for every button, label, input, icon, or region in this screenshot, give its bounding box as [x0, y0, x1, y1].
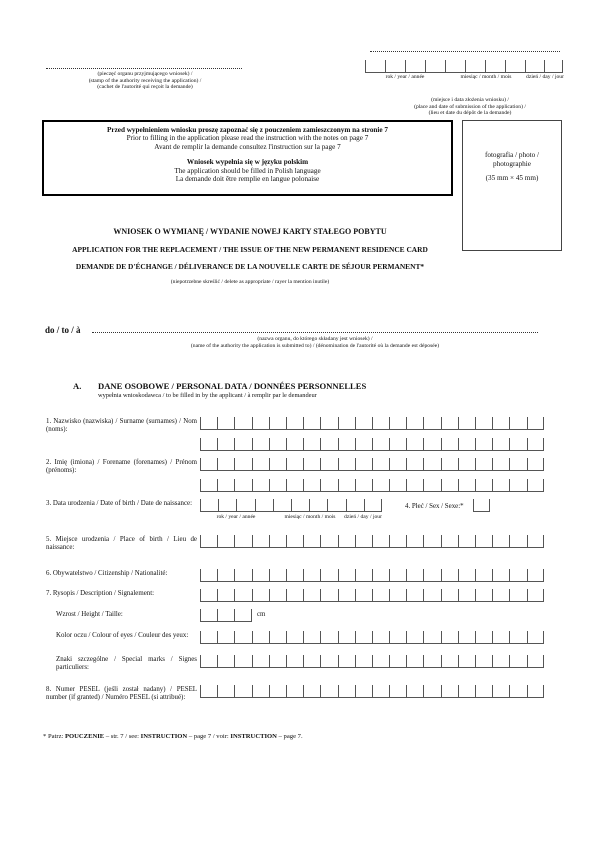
char-cell[interactable] [338, 458, 355, 471]
char-cell[interactable] [303, 417, 320, 430]
char-cell[interactable] [303, 631, 320, 644]
char-cell[interactable] [509, 569, 526, 582]
char-cell[interactable] [303, 685, 320, 698]
char-cell[interactable] [286, 479, 303, 492]
char-cell[interactable] [475, 438, 492, 451]
char-cell[interactable] [338, 631, 355, 644]
char-cell[interactable] [441, 631, 458, 644]
char-cell[interactable] [217, 535, 234, 548]
char-cell[interactable] [252, 589, 269, 602]
char-cell[interactable] [200, 589, 217, 602]
char-cell[interactable] [389, 655, 406, 668]
instruction-notice [42, 120, 453, 196]
char-cell[interactable] [423, 655, 440, 668]
title-en: APPLICATION FOR THE REPLACEMENT / THE ISSUE OF THE NEW PERMANENT RESIDENCE CARD [72, 245, 428, 254]
notice-en: Prior to filling in the application please read the instruction with the notes on page 7 [126, 134, 369, 143]
eye-colour-label: Kolor oczu / Colour of eyes / Couleur des yeux: [56, 632, 189, 639]
char-cell[interactable] [217, 685, 234, 698]
footnote-text: – str. 7 / see: [104, 733, 141, 740]
char-cell[interactable] [217, 655, 234, 668]
section-title: DANE OSOBOWE / PERSONAL DATA / DONNÉES PERSONNELLES [98, 381, 367, 391]
char-cell[interactable] [252, 685, 269, 698]
date-label-month: miesiąc / month / mois [460, 74, 512, 80]
char-cell[interactable] [320, 655, 337, 668]
char-cell[interactable] [269, 438, 286, 451]
char-cell[interactable] [355, 535, 372, 548]
char-cell[interactable] [372, 655, 389, 668]
char-cell[interactable] [320, 589, 337, 602]
char-cell[interactable] [234, 417, 251, 430]
char-cell[interactable] [217, 609, 234, 622]
char-cell[interactable] [320, 479, 337, 492]
char-cell[interactable] [291, 499, 309, 512]
char-cell[interactable] [527, 685, 544, 698]
date-cell[interactable] [505, 60, 525, 73]
char-cell[interactable] [200, 609, 217, 622]
char-cell[interactable] [286, 438, 303, 451]
char-cell[interactable] [286, 685, 303, 698]
char-cell[interactable] [234, 458, 251, 471]
forename-comb-2[interactable] [200, 479, 544, 492]
char-cell[interactable] [458, 438, 475, 451]
char-cell[interactable] [458, 589, 475, 602]
char-cell[interactable] [355, 569, 372, 582]
char-cell[interactable] [286, 631, 303, 644]
char-cell[interactable] [303, 438, 320, 451]
char-cell[interactable] [234, 589, 251, 602]
pob-comb[interactable] [200, 535, 544, 548]
footnote-prefix: * Patrz: [43, 733, 65, 740]
date-cell[interactable] [544, 60, 563, 73]
special-marks-label: Znaki szczególne / Special marks / Signes particuliers: [56, 656, 197, 672]
char-cell[interactable] [200, 479, 217, 492]
date-cell[interactable] [445, 60, 465, 73]
pesel-comb[interactable] [200, 685, 544, 698]
char-cell[interactable] [527, 589, 544, 602]
char-cell[interactable] [355, 479, 372, 492]
surname-comb-1[interactable] [200, 417, 544, 430]
char-cell[interactable] [441, 535, 458, 548]
char-cell[interactable] [492, 458, 509, 471]
date-label-year: rok / year / année [385, 74, 425, 80]
date-cell[interactable] [525, 60, 544, 73]
char-cell[interactable] [372, 417, 389, 430]
title-fr: DEMANDE DE D'ÉCHANGE / DÉLIVERANCE DE LA NOUVELLE CARTE DE SÉJOUR PERMANENT* [75, 262, 425, 271]
char-cell[interactable] [492, 569, 509, 582]
char-cell[interactable] [509, 589, 526, 602]
char-cell[interactable] [458, 685, 475, 698]
char-cell[interactable] [423, 589, 440, 602]
char-cell[interactable] [372, 631, 389, 644]
date-cell[interactable] [425, 60, 445, 73]
sex-label: 4. Płeć / Sex / Sexe:* [405, 503, 464, 510]
char-cell[interactable] [309, 499, 327, 512]
char-cell[interactable] [492, 479, 509, 492]
char-cell[interactable] [200, 569, 217, 582]
char-cell[interactable] [252, 631, 269, 644]
char-cell[interactable] [364, 499, 382, 512]
char-cell[interactable] [234, 479, 251, 492]
char-cell[interactable] [458, 631, 475, 644]
char-cell[interactable] [255, 499, 273, 512]
char-cell[interactable] [234, 569, 251, 582]
char-cell[interactable] [475, 631, 492, 644]
place-date-caption [380, 97, 560, 117]
char-cell[interactable] [527, 458, 544, 471]
char-cell[interactable] [389, 479, 406, 492]
char-cell[interactable] [200, 631, 217, 644]
char-cell[interactable] [355, 438, 372, 451]
char-cell[interactable] [492, 535, 509, 548]
char-cell[interactable] [234, 438, 251, 451]
char-cell[interactable] [441, 589, 458, 602]
char-cell[interactable] [200, 535, 217, 548]
language-notice-pl: Wniosek wypełnia się w języku polskim [186, 158, 309, 167]
char-cell[interactable] [286, 417, 303, 430]
char-cell[interactable] [458, 479, 475, 492]
char-cell[interactable] [492, 631, 509, 644]
char-cell[interactable] [269, 479, 286, 492]
char-cell[interactable] [269, 589, 286, 602]
char-cell[interactable] [355, 685, 372, 698]
char-cell[interactable] [303, 589, 320, 602]
date-cell[interactable] [465, 60, 485, 73]
footnote-ref: INSTRUCTION [140, 733, 188, 740]
citizenship-label: 6. Obywatelstwo / Citizenship / Nationalité: [46, 570, 168, 577]
char-cell[interactable] [372, 535, 389, 548]
title-pl: WNIOSEK O WYMIANĘ / WYDANIE NOWEJ KARTY STAŁEGO POBYTU [113, 227, 387, 236]
char-cell[interactable] [252, 438, 269, 451]
char-cell[interactable] [338, 655, 355, 668]
char-cell[interactable] [303, 655, 320, 668]
char-cell[interactable] [355, 589, 372, 602]
char-cell[interactable] [406, 655, 423, 668]
char-cell[interactable] [269, 458, 286, 471]
height-comb[interactable] [200, 609, 252, 622]
caption-line: (cachet de l'autorité qui reçoit la demande) [97, 84, 193, 91]
char-cell[interactable] [492, 589, 509, 602]
char-cell[interactable] [458, 569, 475, 582]
char-cell[interactable] [303, 535, 320, 548]
date-cell[interactable] [485, 60, 505, 73]
char-cell[interactable] [389, 438, 406, 451]
char-cell[interactable] [269, 535, 286, 548]
footnote-text: – page 7. [276, 733, 303, 740]
char-cell[interactable] [269, 417, 286, 430]
char-cell[interactable] [372, 479, 389, 492]
caption-line: (lieu et date du dépôt de la demande) [428, 110, 512, 117]
photo-size: (35 mm × 45 mm) [485, 174, 539, 183]
char-cell[interactable] [217, 589, 234, 602]
char-cell[interactable] [372, 569, 389, 582]
char-cell[interactable] [475, 479, 492, 492]
special-marks-comb[interactable] [200, 655, 544, 668]
addressee-line[interactable] [92, 332, 538, 333]
char-cell[interactable] [423, 535, 440, 548]
char-cell[interactable] [355, 417, 372, 430]
dob-day-label: dzień / day / jour [344, 514, 382, 520]
char-cell[interactable] [286, 535, 303, 548]
char-cell[interactable] [389, 589, 406, 602]
dob-comb[interactable] [200, 499, 382, 512]
char-cell[interactable] [509, 655, 526, 668]
char-cell[interactable] [200, 417, 217, 430]
char-cell[interactable] [441, 569, 458, 582]
char-cell[interactable] [423, 685, 440, 698]
char-cell[interactable] [492, 685, 509, 698]
char-cell[interactable] [406, 535, 423, 548]
char-cell[interactable] [406, 417, 423, 430]
eye-colour-comb[interactable] [200, 631, 544, 644]
char-cell[interactable] [406, 438, 423, 451]
char-cell[interactable] [372, 685, 389, 698]
char-cell[interactable] [389, 685, 406, 698]
char-cell[interactable] [303, 569, 320, 582]
height-label: Wzrost / Height / Taille: [56, 611, 123, 618]
char-cell[interactable] [252, 535, 269, 548]
surname-label: 1. Nazwisko (nazwiska) / Surname (surnames) / Nom (noms): [46, 418, 197, 434]
char-cell[interactable] [252, 458, 269, 471]
char-cell[interactable] [217, 438, 234, 451]
char-cell[interactable] [527, 479, 544, 492]
title-note: (niepotrzebne skreślić / delete as appropriate / rayer la mention inutile) [170, 279, 330, 285]
footnote-ref: POUCZENIE [64, 733, 105, 740]
char-cell[interactable] [338, 569, 355, 582]
submission-date-comb[interactable] [365, 60, 563, 73]
char-cell[interactable] [217, 417, 234, 430]
char-cell[interactable] [234, 535, 251, 548]
citizenship-comb[interactable] [200, 569, 544, 582]
char-cell[interactable] [217, 479, 234, 492]
language-notice-fr: La demande doit être remplie en langue polonaise [175, 175, 320, 184]
char-cell[interactable] [527, 438, 544, 451]
char-cell[interactable] [234, 685, 251, 698]
char-cell[interactable] [527, 655, 544, 668]
char-cell[interactable] [217, 569, 234, 582]
char-cell[interactable] [389, 631, 406, 644]
char-cell[interactable] [406, 685, 423, 698]
photo-box [462, 120, 562, 251]
char-cell[interactable] [200, 685, 217, 698]
char-cell[interactable] [475, 589, 492, 602]
char-cell[interactable] [200, 655, 217, 668]
dob-label: 3. Data urodzenia / Date of birth / Date de naissance: [46, 500, 192, 507]
char-cell[interactable] [252, 569, 269, 582]
char-cell[interactable] [320, 535, 337, 548]
footnote-text: – page 7 / voir: [187, 733, 231, 740]
date-cell[interactable] [385, 60, 405, 73]
notice-fr: Avant de remplir la demande consultez l'instruction sur la page 7 [154, 142, 341, 151]
char-cell[interactable] [473, 499, 490, 512]
char-cell[interactable] [475, 685, 492, 698]
char-cell[interactable] [509, 535, 526, 548]
addressee-label: do / to / à [45, 325, 81, 335]
dob-year-label: rok / year / année [216, 514, 256, 520]
char-cell[interactable] [509, 438, 526, 451]
char-cell[interactable] [234, 631, 251, 644]
height-unit: cm [257, 611, 266, 618]
char-cell[interactable] [372, 458, 389, 471]
char-cell[interactable] [458, 535, 475, 548]
char-cell[interactable] [475, 417, 492, 430]
caption-line: (place and date of submission of the application) / [414, 103, 526, 110]
char-cell[interactable] [441, 417, 458, 430]
char-cell[interactable] [200, 499, 218, 512]
date-label-day: dzień / day / jour [526, 74, 564, 80]
char-cell[interactable] [389, 569, 406, 582]
char-cell[interactable] [475, 569, 492, 582]
caption-line: (pieczęć organu przyjmującego wniosek) / [97, 71, 193, 77]
char-cell[interactable] [200, 438, 217, 451]
char-cell[interactable] [441, 655, 458, 668]
language-notice-en: The application should be filled in Polish language [174, 166, 321, 175]
char-cell[interactable] [320, 569, 337, 582]
char-cell[interactable] [389, 458, 406, 471]
char-cell[interactable] [286, 655, 303, 668]
char-cell[interactable] [441, 479, 458, 492]
char-cell[interactable] [252, 655, 269, 668]
char-cell[interactable] [406, 589, 423, 602]
char-cell[interactable] [234, 609, 251, 622]
char-cell[interactable] [234, 655, 251, 668]
char-cell[interactable] [303, 458, 320, 471]
char-cell[interactable] [269, 569, 286, 582]
char-cell[interactable] [509, 685, 526, 698]
char-cell[interactable] [458, 458, 475, 471]
char-cell[interactable] [200, 458, 217, 471]
char-cell[interactable] [441, 438, 458, 451]
char-cell[interactable] [492, 655, 509, 668]
char-cell[interactable] [423, 458, 440, 471]
char-cell[interactable] [441, 685, 458, 698]
footnote-ref: INSTRUCTION [230, 733, 277, 740]
char-cell[interactable] [406, 479, 423, 492]
char-cell[interactable] [441, 458, 458, 471]
char-cell[interactable] [218, 499, 236, 512]
char-cell[interactable] [423, 479, 440, 492]
char-cell[interactable] [389, 535, 406, 548]
description-label: 7. Rysopis / Description / Signalement: [46, 590, 155, 597]
pob-label: 5. Miejsce urodzenia / Place of birth / Lieu de naissance: [46, 536, 197, 552]
sex-comb[interactable] [473, 499, 490, 512]
photo-label: fotografia / photo / photographie [484, 151, 540, 168]
char-cell[interactable] [286, 589, 303, 602]
char-cell[interactable] [406, 631, 423, 644]
char-cell[interactable] [509, 479, 526, 492]
char-cell[interactable] [355, 631, 372, 644]
char-cell[interactable] [236, 499, 254, 512]
char-cell[interactable] [458, 417, 475, 430]
char-cell[interactable] [320, 438, 337, 451]
char-cell[interactable] [475, 655, 492, 668]
char-cell[interactable] [527, 417, 544, 430]
char-cell[interactable] [492, 438, 509, 451]
char-cell[interactable] [217, 631, 234, 644]
char-cell[interactable] [527, 631, 544, 644]
char-cell[interactable] [338, 438, 355, 451]
char-cell[interactable] [355, 458, 372, 471]
stamp-line [46, 68, 242, 69]
char-cell[interactable] [286, 569, 303, 582]
char-cell[interactable] [372, 589, 389, 602]
char-cell[interactable] [320, 458, 337, 471]
char-cell[interactable] [355, 655, 372, 668]
char-cell[interactable] [338, 535, 355, 548]
char-cell[interactable] [338, 685, 355, 698]
char-cell[interactable] [458, 655, 475, 668]
char-cell[interactable] [320, 685, 337, 698]
char-cell[interactable] [423, 631, 440, 644]
stamp-caption [40, 71, 250, 91]
char-cell[interactable] [346, 499, 364, 512]
caption-line: (miejsce i data złożenia wniosku) / [431, 97, 509, 103]
char-cell[interactable] [423, 417, 440, 430]
char-cell[interactable] [492, 417, 509, 430]
forename-comb-1[interactable] [200, 458, 544, 471]
char-cell[interactable] [527, 535, 544, 548]
section-subtitle: wypełnia wnioskodawca / to be filled in by the applicant / à remplir par le demandeur [98, 392, 317, 399]
char-cell[interactable] [509, 631, 526, 644]
pesel-label: 8. Numer PESEL (jeśli został nadany) / PESEL number (if granted) / Numéro PESEL (si attribué): [46, 686, 197, 702]
char-cell[interactable] [327, 499, 345, 512]
char-cell[interactable] [406, 458, 423, 471]
surname-comb-2[interactable] [200, 438, 544, 451]
notice-pl: Przed wypełnieniem wniosku proszę zapoznać się z pouczeniem zamieszczonym na stronie 7 [106, 126, 388, 134]
char-cell[interactable] [475, 458, 492, 471]
char-cell[interactable] [509, 417, 526, 430]
char-cell[interactable] [389, 417, 406, 430]
description-comb[interactable] [200, 589, 544, 602]
char-cell[interactable] [423, 569, 440, 582]
section-letter: A. [73, 381, 82, 391]
char-cell[interactable] [217, 458, 234, 471]
char-cell[interactable] [475, 535, 492, 548]
char-cell[interactable] [320, 631, 337, 644]
char-cell[interactable] [338, 417, 355, 430]
char-cell[interactable] [286, 458, 303, 471]
char-cell[interactable] [269, 655, 286, 668]
char-cell[interactable] [252, 417, 269, 430]
char-cell[interactable] [423, 438, 440, 451]
date-cell[interactable] [365, 60, 385, 73]
char-cell[interactable] [338, 479, 355, 492]
char-cell[interactable] [269, 685, 286, 698]
dob-month-label: miesiąc / month / mois [284, 514, 336, 520]
char-cell[interactable] [303, 479, 320, 492]
place-line[interactable] [370, 51, 560, 52]
char-cell[interactable] [372, 438, 389, 451]
date-cell[interactable] [405, 60, 425, 73]
caption-line: (stamp of the authority receiving the application) / [88, 77, 202, 84]
char-cell[interactable] [273, 499, 291, 512]
char-cell[interactable] [269, 631, 286, 644]
char-cell[interactable] [509, 458, 526, 471]
addressee-caption-1: (nazwa organu, do którego składany jest wniosek) / [257, 336, 373, 342]
footnote [43, 733, 303, 740]
addressee-caption-2: (name of the authority the application is submitted to) / (dénomination de l'autorité où la demande est déposée) [190, 343, 440, 349]
char-cell[interactable] [252, 479, 269, 492]
char-cell[interactable] [527, 569, 544, 582]
forename-label: 2. Imię (imiona) / Forename (forenames) / Prénom (prénoms): [46, 459, 197, 475]
char-cell[interactable] [338, 589, 355, 602]
char-cell[interactable] [320, 417, 337, 430]
char-cell[interactable] [406, 569, 423, 582]
